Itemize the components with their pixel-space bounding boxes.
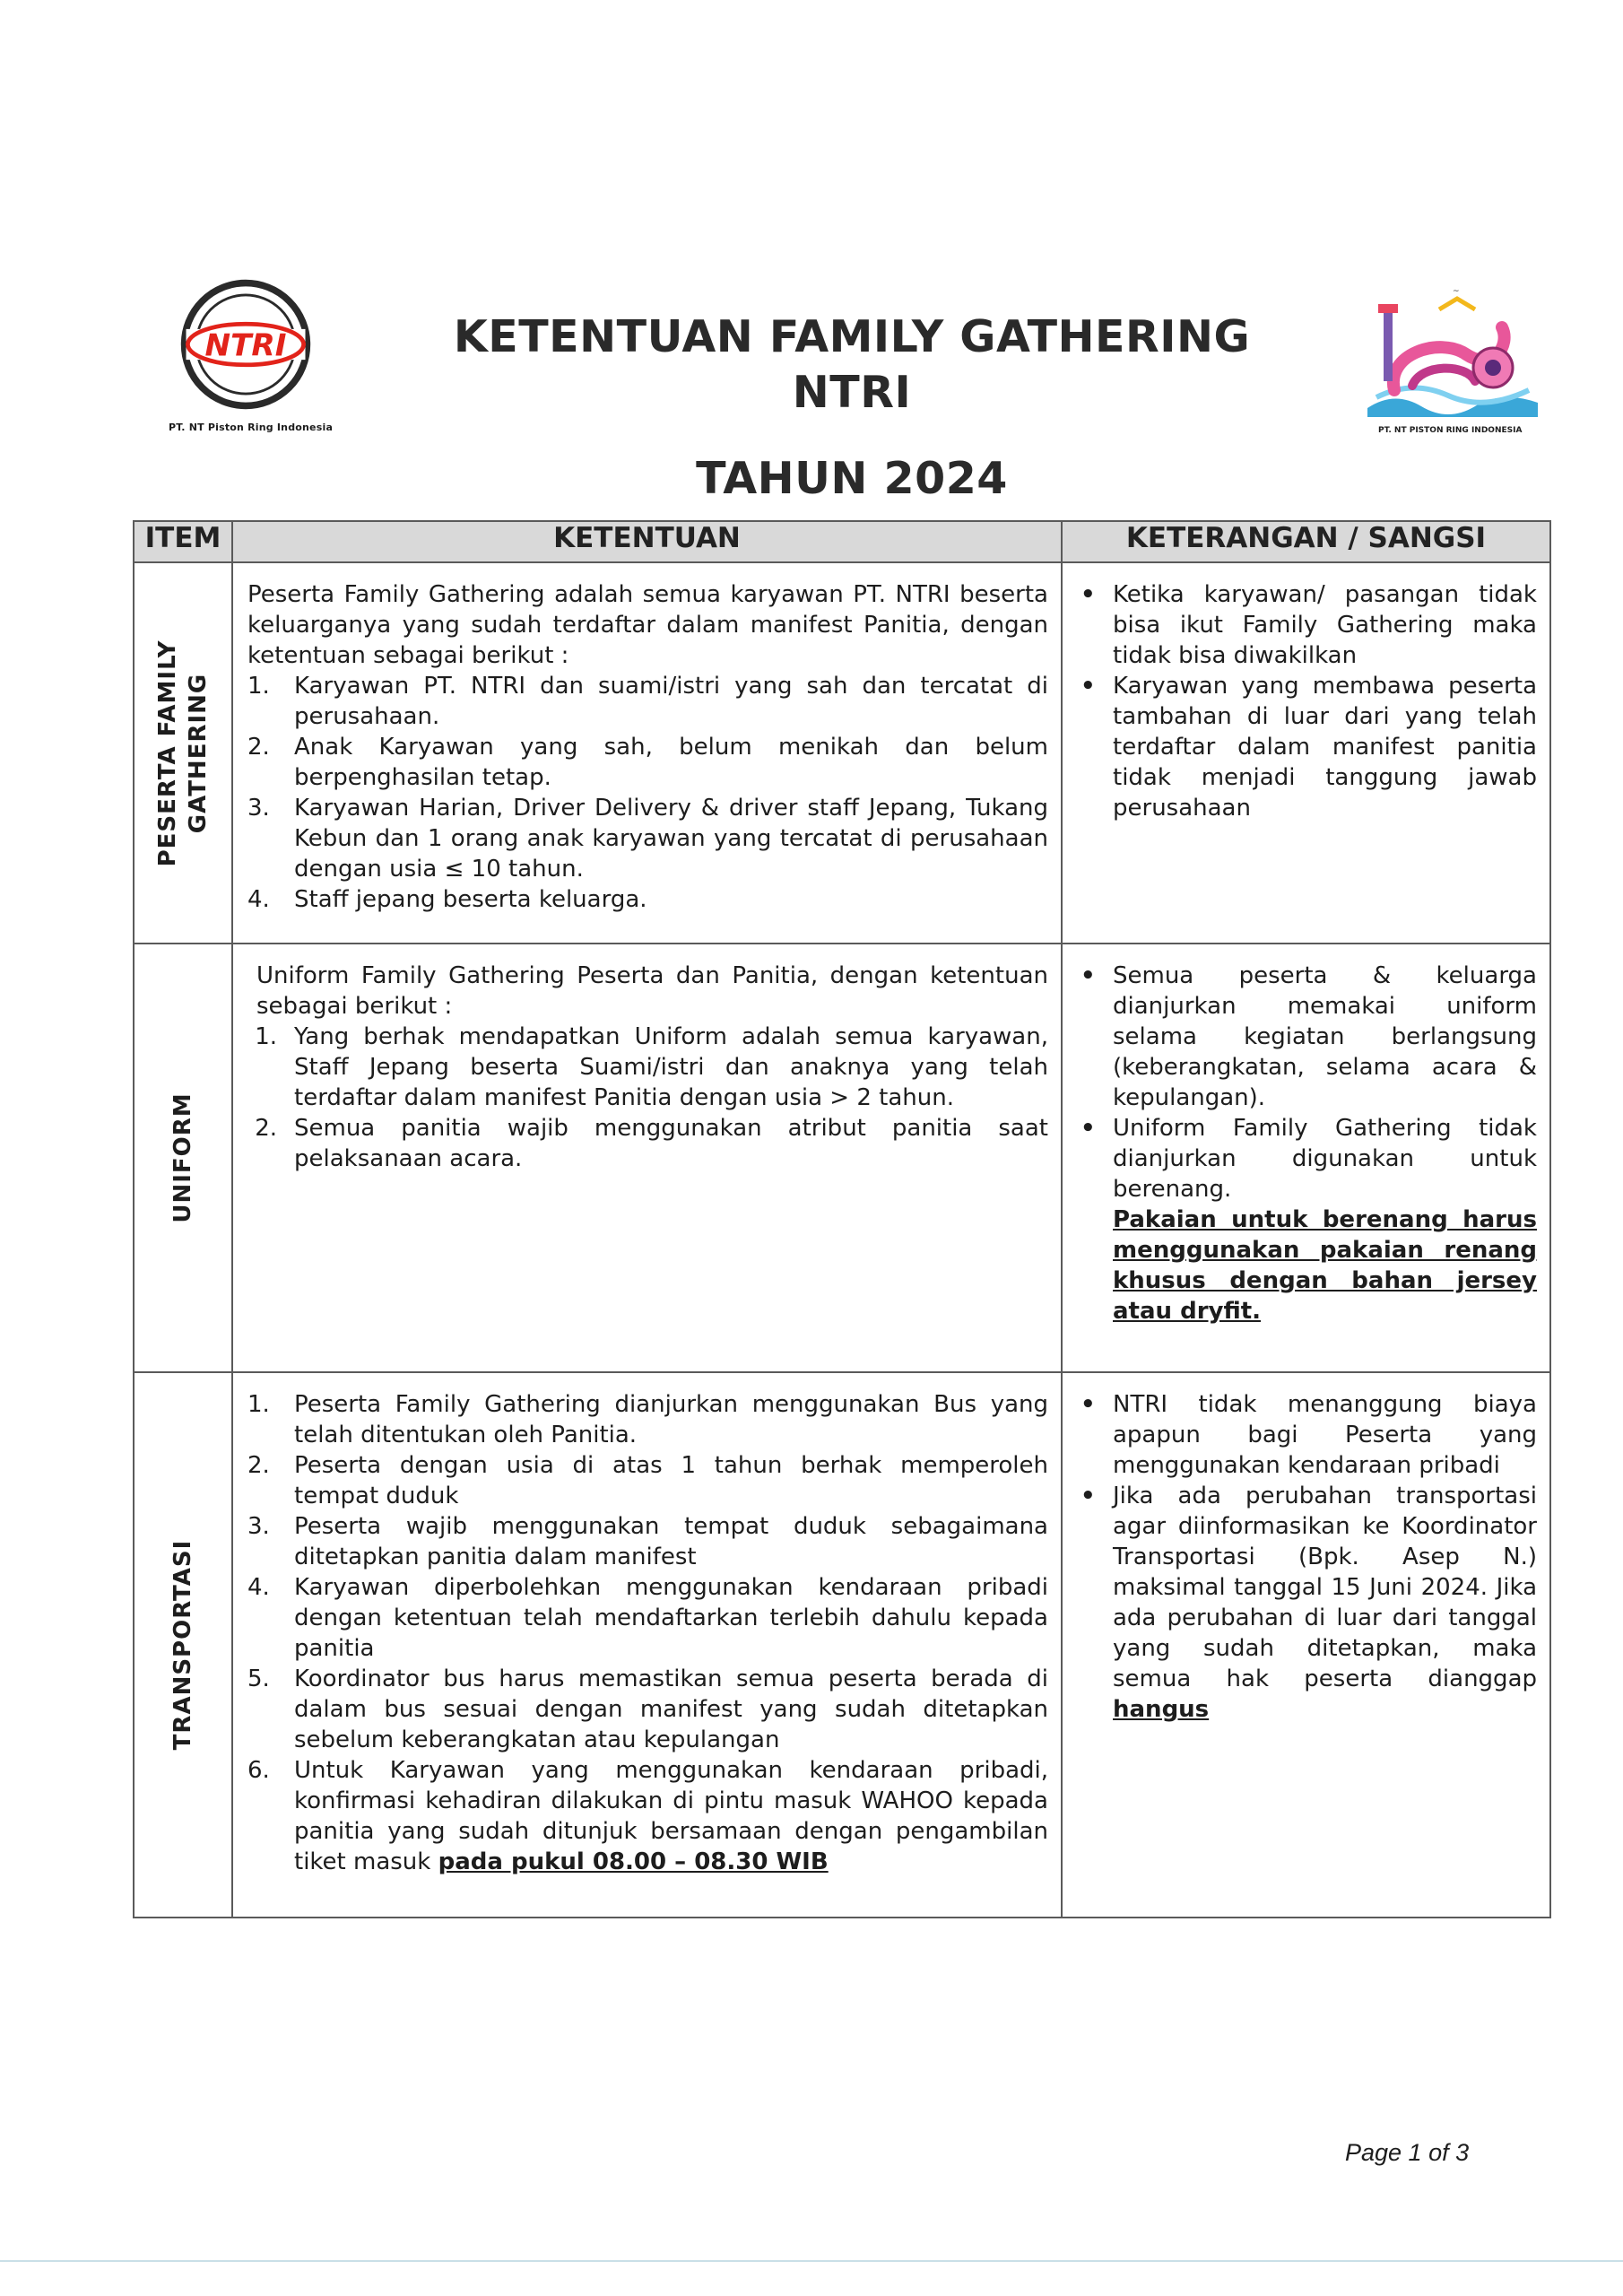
list-item: 3. Karyawan Harian, Driver Delivery & driver staff Jepang, Tukang Kebun dan 1 orang anak karyawan yang tercatat di perusahaan dengan usia ≤ 10 tahun. — [247, 795, 1048, 883]
event-logo — [1358, 283, 1551, 444]
list-item: • Uniform Family Gathering tidak dianjurkan digunakan untuk berenang. Pakaian untuk berenang harus menggunakan pakaian renang khusus dengan bahan jersey atau dryfit. — [1081, 1115, 1537, 1325]
table-row — [134, 1372, 1550, 1918]
page-number: Page 1 of 3 — [1345, 2139, 1470, 2166]
list-item: • NTRI tidak menanggung biaya apapun bagi Peserta yang menggunakan kendaraan pribadi — [1081, 1391, 1537, 1479]
ketentuan-cell — [232, 944, 1062, 1372]
table-header-row — [134, 521, 1550, 562]
header-item: ITEM — [134, 521, 232, 562]
keterangan-list — [1077, 1389, 1537, 1725]
keterangan-cell — [1062, 1372, 1550, 1918]
keterangan-list — [1077, 961, 1537, 1326]
ketentuan-list — [247, 1022, 1048, 1174]
ketentuan-intro: Peserta Family Gathering adalah semua karyawan PT. NTRI beserta keluarganya yang sudah terdaftar dalam manifest Panitia, dengan ketentuan sebagai berikut : — [247, 581, 1048, 669]
row-item-cell — [134, 562, 232, 944]
row-item-cell — [134, 1372, 232, 1918]
row-item-label: UNIFORM — [169, 1092, 196, 1223]
title-line-2: TAHUN 2024 — [696, 453, 1008, 504]
list-item: • Ketika karyawan/ pasangan tidak bisa ikut Family Gathering maka tidak bisa diwakilkan — [1081, 581, 1537, 669]
list-item: 5. Koordinator bus harus memastikan semua peserta berada di dalam bus sesuai dengan manifest yang sudah ditetapkan sebelum keberangkatan atau kepulangan — [247, 1665, 1048, 1753]
list-item: 1. Yang berhak mendapatkan Uniform adalah semua karyawan, Staff Jepang beserta Suami/istri dan anaknya yang telah terdaftar dalam manifest Panitia dengan usia > 2 tahun. — [247, 1023, 1048, 1111]
time-emphasis: pada pukul 08.00 – 08.30 WIB — [438, 1848, 829, 1875]
ketentuan-cell — [232, 562, 1062, 944]
ntri-logo — [170, 276, 341, 438]
list-item: 3. Peserta wajib menggunakan tempat duduk sebagaimana ditetapkan panitia dalam manifest — [247, 1513, 1048, 1570]
row-item-cell — [134, 944, 232, 1372]
ketentuan-list — [247, 671, 1048, 915]
header-keterangan: KETERANGAN / SANGSI — [1062, 521, 1550, 562]
page-title — [421, 309, 1282, 507]
list-item: 2. Anak Karyawan yang sah, belum menikah dan belum berpenghasilan tetap. — [247, 734, 1048, 791]
list-item: 4. Staff jepang beserta keluarga. — [247, 886, 647, 913]
keterangan-cell — [1062, 944, 1550, 1372]
title-line-1: KETENTUAN FAMILY GATHERING NTRI — [453, 311, 1251, 418]
waterpark-illustration-icon — [1358, 283, 1551, 426]
table-row — [134, 944, 1550, 1372]
keterangan-list — [1077, 579, 1537, 823]
list-item: • Jika ada perubahan transportasi agar diinformasikan ke Koordinator Transportasi (Bpk. Asep N.) maksimal tanggal 15 Juni 2024. Jika ada perubahan di luar dari tanggal yang sudah ditetapkan, maka semua hak peserta dianggap hangus — [1081, 1483, 1537, 1723]
keterangan-cell — [1062, 562, 1550, 944]
svg-text:NTRI: NTRI — [204, 327, 287, 364]
ketentuan-cell — [232, 1372, 1062, 1918]
table-row — [134, 562, 1550, 944]
row-item-label: TRANSPORTASI — [169, 1539, 196, 1751]
row-item-label: PESERTA FAMILY GATHERING — [154, 639, 212, 866]
rules-table — [133, 520, 1551, 1918]
ntri-ring-icon — [178, 276, 314, 413]
list-item: 2. Peserta dengan usia di atas 1 tahun berhak memperoleh tempat duduk — [247, 1452, 1048, 1509]
list-item: 4. Karyawan diperbolehkan menggunakan kendaraan pribadi dengan ketentuan telah mendaftarkan terlebih dahulu kepada panitia — [247, 1574, 1048, 1662]
logo-right-caption: PT. NT PISTON RING INDONESIA — [1378, 426, 1523, 435]
hangus-emphasis: hangus — [1113, 1696, 1210, 1723]
ketentuan-intro: Uniform Family Gathering Peserta dan Panitia, dengan ketentuan sebagai berikut : — [256, 962, 1048, 1020]
swimwear-note: Pakaian untuk berenang harus menggunakan pakaian renang khusus dengan bahan jersey atau dryfit. — [1113, 1206, 1537, 1325]
list-item: • Semua peserta & keluarga dianjurkan memakai uniform selama kegiatan berlangsung (keberangkatan, selama acara & kepulangan). — [1081, 962, 1537, 1111]
list-item: 6. Untuk Karyawan yang menggunakan kendaraan pribadi, konfirmasi kehadiran dilakukan di pintu masuk WAHOO kepada panitia yang sudah ditunjuk bersamaan dengan pengambilan tiket masuk pada pukul 08.00 – 08.30 WIB — [247, 1757, 1048, 1875]
list-item: 2. Semua panitia wajib menggunakan atribut panitia saat pelaksanaan acara. — [247, 1115, 1048, 1172]
ketentuan-list — [247, 1389, 1048, 1877]
list-item: • Karyawan yang membawa peserta tambahan di luar dari yang telah terdaftar dalam manifest panitia tidak menjadi tanggung jawab perusahaan — [1081, 673, 1537, 822]
list-item: 1. Karyawan PT. NTRI dan suami/istri yang sah dan tercatat di perusahaan. — [247, 673, 1048, 730]
scan-edge-line — [0, 2260, 1623, 2262]
list-item: 1. Peserta Family Gathering dianjurkan menggunakan Bus yang telah ditentukan oleh Panitia. — [247, 1391, 1048, 1448]
header-ketentuan: KETENTUAN — [232, 521, 1062, 562]
logo-left-caption: PT. NT Piston Ring Indonesia — [169, 422, 334, 433]
svg-text:~: ~ — [1453, 287, 1460, 296]
